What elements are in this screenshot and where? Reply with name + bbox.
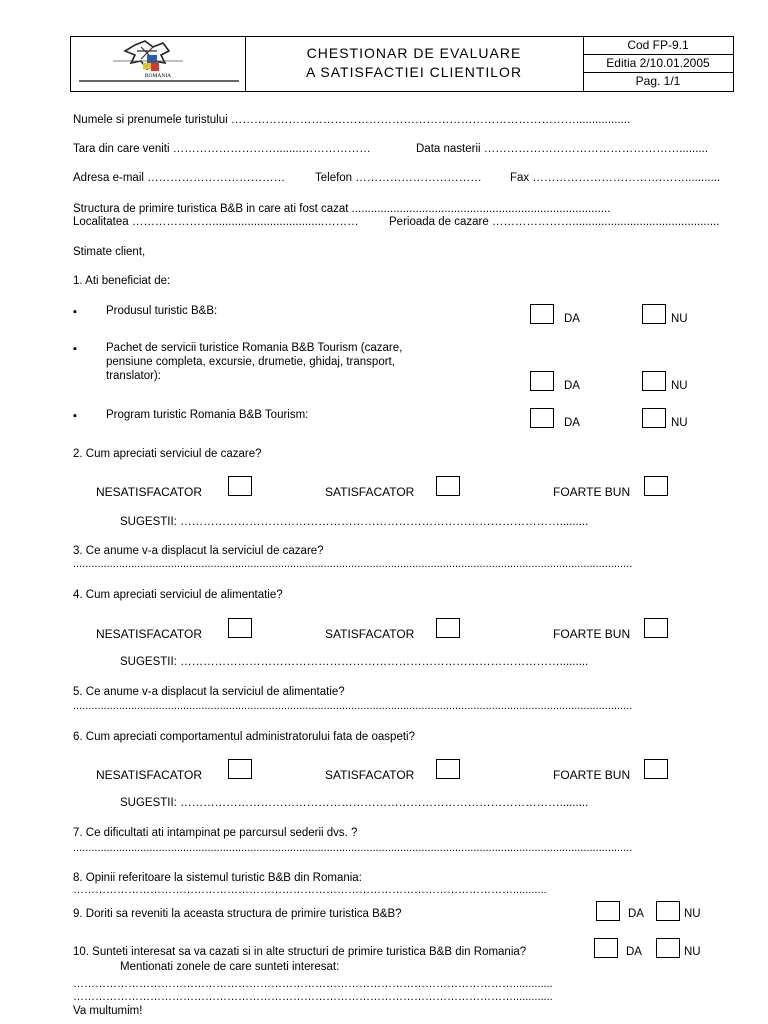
question-8: 8. Opinii referitoare la sistemul turistic B&B din Romania:: [73, 872, 362, 884]
nu-label: NU: [684, 946, 701, 958]
q9-nu-checkbox[interactable]: [656, 901, 680, 921]
nu-label: NU: [671, 313, 688, 325]
q10-subtext: Mentionati zonele de care sunteti interesat:: [120, 961, 340, 973]
bullet-icon: ▪: [73, 306, 77, 318]
q1-item-package-line1: Pachet de servicii turistice Romania B&B Tourism (cazare,: [106, 342, 403, 354]
q6-fb-checkbox[interactable]: [644, 759, 668, 779]
question-5: 5. Ce anume v-a displacut la serviciul de alimentatie?: [73, 686, 345, 698]
q1-item-package-line3: translator):: [106, 370, 161, 382]
svg-text:ROMANIA: ROMANIA: [144, 73, 172, 79]
q4-nesat-checkbox[interactable]: [228, 618, 252, 638]
q4-sugestii-field[interactable]: SUGESTII: ……………………………………………………………………………………….........: [120, 656, 589, 668]
q2-sat-label: SATISFACATOR: [325, 485, 415, 499]
q2-fb-checkbox[interactable]: [644, 476, 668, 496]
da-label: DA: [626, 946, 642, 958]
q4-fb-checkbox[interactable]: [644, 618, 668, 638]
da-label: DA: [564, 380, 580, 392]
q1-product-nu-checkbox[interactable]: [642, 304, 666, 324]
title-line-1: CHESTIONAR DE EVALUARE: [306, 45, 522, 61]
q1-item-package-line2: pensiune completa, excursie, drumetie, ghidaj, transport,: [106, 356, 395, 368]
question-9: 9. Doriti sa reveniti la aceasta structura de primire turistica B&B?: [73, 908, 402, 920]
question-6: 6. Cum apreciati comportamentul administratorului fata de oaspeti?: [73, 731, 415, 743]
q6-sat-checkbox[interactable]: [436, 759, 460, 779]
q2-nesat-checkbox[interactable]: [228, 476, 252, 496]
q3-answer-line[interactable]: .......................................................................................................................................................................................: [73, 558, 633, 570]
q1-product-da-checkbox[interactable]: [530, 304, 554, 324]
q4-sat-label: SATISFACATOR: [325, 627, 415, 641]
q6-nesat-label: NESATISFACATOR: [96, 768, 203, 782]
q8-answer-line[interactable]: …………………………………………………………………………………………………………...........: [73, 884, 547, 896]
da-label: DA: [564, 313, 580, 325]
question-10: 10. Sunteti interesat sa va cazati si in alte structuri de primire turistica B&B din Romania?: [73, 946, 527, 958]
q1-package-nu-checkbox[interactable]: [642, 371, 666, 391]
bullet-icon: ▪: [73, 410, 77, 422]
birthdate-field[interactable]: Data nasterii …………………………………………….........: [416, 143, 709, 155]
country-field[interactable]: Tara din care veniti ………………………........………………: [73, 143, 371, 155]
q2-fb-label: FOARTE BUN: [553, 485, 631, 499]
q1-program-da-checkbox[interactable]: [530, 408, 554, 428]
q9-da-checkbox[interactable]: [596, 901, 620, 921]
question-1: 1. Ati beneficiat de:: [73, 275, 171, 287]
logo-icon: [71, 37, 245, 92]
da-label: DA: [564, 417, 580, 429]
nu-label: NU: [671, 380, 688, 392]
q4-sat-checkbox[interactable]: [436, 618, 460, 638]
q2-nesat-label: NESATISFACATOR: [96, 485, 203, 499]
nu-label: NU: [684, 908, 701, 920]
q2-sat-checkbox[interactable]: [436, 476, 460, 496]
email-field[interactable]: Adresa e-mail ………………………………: [73, 172, 286, 184]
logo-cell: [71, 37, 246, 91]
q6-sat-label: SATISFACATOR: [325, 768, 415, 782]
da-label: DA: [628, 908, 644, 920]
q6-fb-label: FOARTE BUN: [553, 768, 631, 782]
q10-answer-line-2[interactable]: ………………………………………………………………………………………………………….............: [73, 991, 553, 1003]
q5-answer-line[interactable]: .......................................................................................................................................................................................: [73, 700, 633, 712]
q10-answer-line-1[interactable]: ………………………………………………………………………………………………………….............: [73, 978, 553, 990]
q4-nesat-label: NESATISFACATOR: [96, 627, 203, 641]
q10-nu-checkbox[interactable]: [656, 938, 680, 958]
phone-field[interactable]: Telefon ……………………………: [315, 172, 482, 184]
structure-field[interactable]: Structura de primire turistica B&B in care ati fost cazat .................................................................................: [73, 203, 611, 215]
q4-fb-label: FOARTE BUN: [553, 627, 631, 641]
q6-sugestii-field[interactable]: SUGESTII: ……………………………………………………………………………………….........: [120, 797, 589, 809]
q1-program-nu-checkbox[interactable]: [642, 408, 666, 428]
period-field[interactable]: Perioada de cazare …………………..............................................: [389, 216, 720, 228]
fax-field[interactable]: Fax …………………………….……...........: [510, 172, 721, 184]
doc-info-cell: [583, 37, 733, 91]
closing-text: Va multumim!: [73, 1005, 143, 1017]
name-field[interactable]: Numele si prenumele turistului ……………………………………………………………………………….................: [73, 114, 631, 126]
question-7: 7. Ce dificultati ati intampinat pe parcursul sederii dvs. ?: [73, 827, 358, 839]
question-4: 4. Cum apreciati serviciul de alimentatie?: [73, 589, 283, 601]
question-3: 3. Ce anume v-a displacut la serviciul de cazare?: [73, 545, 324, 557]
locality-field[interactable]: Localitatea …………………...................................………: [73, 216, 359, 228]
q1-package-da-checkbox[interactable]: [530, 371, 554, 391]
doc-page: Pag. 1/1: [635, 74, 681, 88]
q1-item-program: Program turistic Romania B&B Tourism:: [106, 409, 309, 421]
bullet-icon: ▪: [73, 343, 77, 355]
q6-nesat-checkbox[interactable]: [228, 759, 252, 779]
doc-code: Cod FP-9.1: [583, 37, 733, 55]
q2-sugestii-field[interactable]: SUGESTII: ……………………………………………………………………………………….........: [120, 516, 589, 528]
q7-answer-line[interactable]: .......................................................................................................................................................................................: [73, 842, 633, 854]
doc-edition: Editia 2/10.01.2005: [583, 55, 733, 73]
document-header: [70, 36, 734, 92]
nu-label: NU: [671, 417, 688, 429]
title-cell: [245, 37, 584, 91]
q10-da-checkbox[interactable]: [594, 938, 618, 958]
title-line-2: A SATISFACTIEI CLIENTILOR: [305, 64, 523, 80]
greeting: Stimate client,: [73, 246, 146, 258]
q1-item-product: Produsul turistic B&B:: [106, 305, 218, 317]
question-2: 2. Cum apreciati serviciul de cazare?: [73, 448, 262, 460]
